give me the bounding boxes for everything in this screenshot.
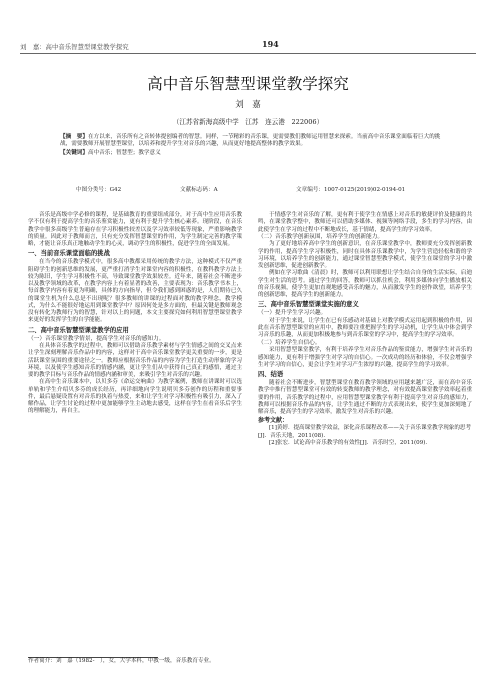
paragraph: 为了更好地培养高中学生的创新意识，在音乐课堂教学中，教师要充分发挥创新教学的作用，提高学生学习积极性，同时在具体音乐课教学中，为学生营造轻松和谐的学习环境，以培养学生的创新能力，通过课堂智慧型教学模式，使学生在课堂的学习中激发创新思维，促进创新教学。	[258, 241, 472, 270]
paragraph: 在高中生音乐课本中，以贝多芬《命运交响曲》为教学案例，教师在讲课时可以选单轨和学生介绍贝多芬的成长经历，再详细地向学生说明贝多芬创作的历程和重要事件，最后悬疑设置有对音乐的执着与热爱，来和让学生对学习积极性有吸引力，深入了解作品，让学生讨论的过程中更加能够学生主动地去感受，这样在学生在看音乐后学生的理解能力，再自主。	[28, 379, 242, 415]
left-column	[28, 212, 242, 416]
subsection-heading: （一）提升学生学习兴趣。	[258, 310, 327, 317]
paragraph: 在当今的音乐教学模式中，很多高中教都采用传统的教学方法，这种模式不仅严重阻碍学生的创新思维的发展，更严重打消学生对课堂内容的积极性，在教科教学方法上较为陈旧，学生学习积极性不高，导致课堂教学效果较差。近年来，随着社会不断进步以及教学领域的改革，在教学内容上有着显著的改善，主要表现为：音乐教学书本上，每首教学内容有着更为明确，具体的方向指导，但令我们感到困惑的是，人们期待已久的课堂生机为什么总是不出现呢？很多教师的讲课的过程面对教的教学理念，教学模式，为什么不能很好地运用到课堂教学中？原因何处是多方面的，但最关键是教师观念没有转化为教师行为的智慧，针对以上的问题，本文主要探究如何利用智慧型课堂教学来更好的发挥学生的自学能能。	[28, 259, 242, 324]
article-title: 高中音乐智慧型课堂教学探究	[147, 75, 349, 93]
reference-item: [2]张宏．试论高中音乐教学的有效性[J]．音乐时空，2011(09).	[269, 439, 428, 446]
paragraph: 音乐是高级中学必修的课程，是基础教育的重要组成部分，对于高中生应用音乐教学不仅有利于提高学生的音乐鉴赏能力，更有利于提升学生核心素养。现阶段，在音乐教学中很多高级学生普遍存在学习积极性较差以及学习效率较低等现象，严重影响教学的质量。因此对于教师而言，只有充分发挥智慧课堂的作用，为学生制定完善的教学策略，才能让音乐真正地触动学生的心灵，调动学生的积极性，促进学生的全面发展。	[28, 212, 242, 247]
page-number: 194	[262, 39, 279, 49]
subsection-heading: （一）音乐课堂教学情景，提高学生对音乐的感知力。	[28, 335, 165, 342]
section-heading: 一、当前音乐课堂面临的挑战	[28, 250, 110, 258]
document-code: 文献标志码：A	[180, 187, 218, 193]
clc-number: 中图分类号：G42	[76, 187, 122, 193]
abstract-label: 【摘 要】	[60, 134, 88, 140]
abstract	[60, 134, 448, 149]
keywords	[60, 150, 448, 157]
paragraph: 对于学生来说，让学生在已有乐感动对基础上对教学模式运用起到积极的作用，因此在音乐智慧型课堂的应用中，教师要注重把握学生的学习动机，让学生从中体会到学习音乐的乐趣，从而更加积极地参与到音乐课堂的学习中，提高学生的学习效率。	[258, 317, 472, 339]
section-heading: 四、结语	[258, 371, 284, 379]
reference-item: [1]黄婷．提高课堂教学效益，深化音乐课程改革——关于音乐课堂教学现象的思考[J]．音乐天地，2011(08).	[258, 425, 471, 439]
running-head-title: 刘 嘉：高中音乐智慧型课堂教学探究	[20, 43, 129, 51]
paragraph: 随着社会不断进步，智慧型课堂在教育教学领域的应用越来越广泛，而在高中音乐教学中推行智慧型课堂可有效的转变教师的教学理念，对有效提高课堂教学效率起着重要的作用，音乐教学的过程中，应用智慧型课堂教学有利于提高学生对音乐的感知力，教师可以根据音乐作品的内容，让学生通过不断的方式表现出来，使学生更加深刻地了解音乐，提高学生的学习效率，激发学生对音乐的兴趣。	[258, 380, 472, 416]
section-heading: 三、高中音乐智慧型课堂实施的意义	[258, 301, 359, 309]
header-rule	[20, 53, 476, 54]
keywords-label: 【关键词】	[60, 149, 88, 156]
classification-row	[60, 185, 448, 194]
running-head	[20, 39, 476, 56]
author-affiliation: （江苏省新海高级中学 江苏 连云港 222006）	[172, 118, 324, 126]
author-bio-footnote: 作者简介：刘 嘉（1982- ），女，大学本科，中教一级，音乐教育专业。	[28, 658, 215, 664]
abstract-block	[60, 134, 448, 157]
paragraph: 在具体音乐教学的过程中，教师可以借助音乐教学素材与学生情感之间的交叉点来让学生深刻理解音乐作品中的内容，这样对于高中音乐课堂教学更关重要的一步，更是活跃课堂氛围的重要途径之一。教师应根据音乐作品的内容为学生打造生动形象的学习环境，以及使学生感知音乐的情感内涵，更让学生们从中获得自己真正的感悟，通过主要的教学目标与音乐作品的情感内涵和审美，来吸引学生对音乐的兴趣。	[28, 343, 242, 379]
author-name: 刘 嘉	[235, 100, 261, 110]
paragraph: 例如在学习歌曲《清晨》时，教师可以利用联想让学生结合自身的生活实际，启迪学生对生活的思考。通过学生的回答，教师可以抓住机会，利用多媒体向学生播放相关的音乐视频，使学生更加直观地感受音乐的魅力，从而激发学生的创作欲望，培养学生的创新思维，提高学生的创新能力。	[258, 270, 472, 299]
section-heading: 二、高中音乐智慧型课堂教学的应用	[28, 326, 129, 334]
keywords-text: 高中音乐；智慧型；教学意义	[87, 149, 161, 156]
article-id: 文章编号：1007-0125(2019)02-0194-01	[296, 187, 406, 193]
subsection-heading: （二）培养学生自信心。	[258, 339, 321, 346]
right-column	[258, 212, 472, 447]
subsection-heading: （二）音乐教学创新氛围，培养学生的创新能力。	[258, 233, 384, 240]
references-title: 参考文献：	[258, 417, 289, 425]
paragraph: 采用智慧型课堂教学，有利于培养学生对音乐作品的鉴赏能力，增强学生对音乐的感知能力，更有利于增强学生对学习的自信心。一次成功的经历和体验，不仅会增强学生对学习的自信心，更会让学生对学习产生浓厚的兴趣，提高学生的学习效率。	[258, 347, 472, 368]
abstract-text: 在方以来，音乐所有之音转体提创编者的智慧。同样，一节精彩的音乐课，更需要教们教师运用智慧来探索。当前高中音乐课堂面临着巨大的挑战，需要教师开展智慧型课堂，以培养和提升学生对音乐的兴趣，从而更好地提高整体的教学效果。	[60, 134, 441, 148]
paragraph: 于情感学生对音乐的了解，更有利于使学生在情感上对音乐的敏捷评价及健康的共鸣，在课堂教学整中，教师还可以借助多媒体、视频等网络手段，多生的学习内容，由此使学生在学习的过程中不断地成长，基于情绪，提高学生的学习效率。	[258, 212, 472, 233]
